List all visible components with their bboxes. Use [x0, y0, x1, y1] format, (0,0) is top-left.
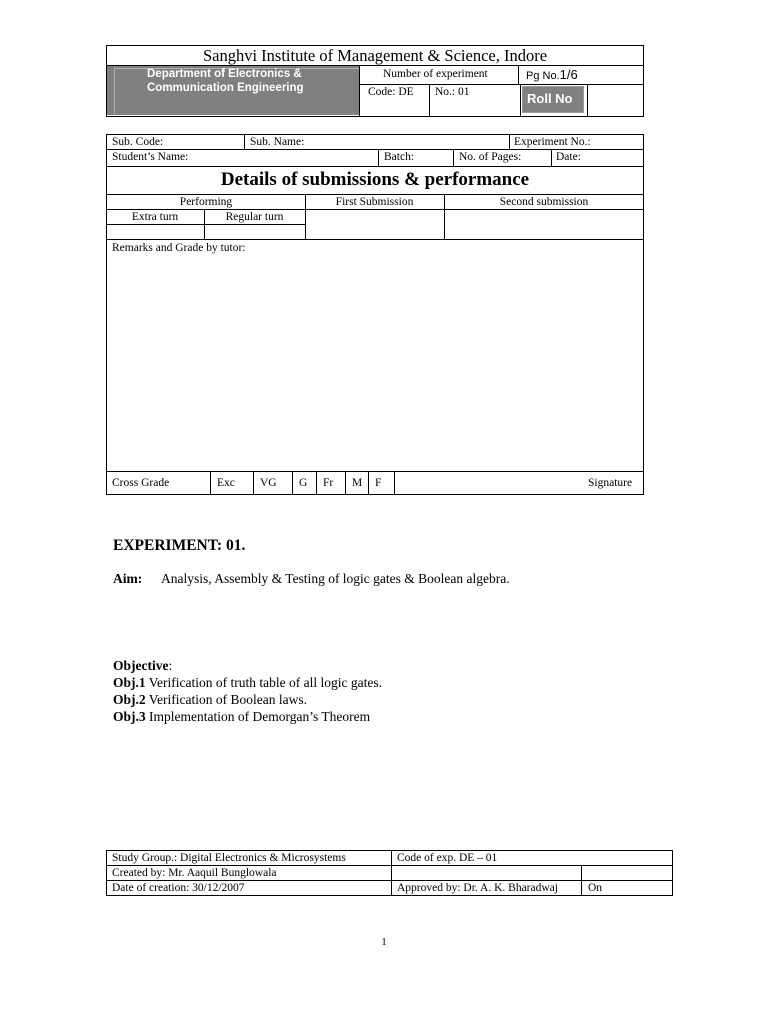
- grade-vline-1: [253, 471, 254, 495]
- grade-vline-2: [292, 471, 293, 495]
- number-of-experiment-label: Number of experiment: [383, 68, 488, 80]
- remarks-label: Remarks and Grade by tutor:: [112, 242, 246, 254]
- objective-2: [113, 691, 307, 708]
- form-line-7: [106, 471, 644, 472]
- form-vline-r2c: [551, 149, 552, 166]
- department-line-1: Department of Electronics &: [147, 68, 302, 80]
- grade-exc: Exc: [217, 477, 235, 489]
- grade-vline-6: [394, 471, 395, 495]
- roll-no-label: Roll No: [527, 91, 573, 106]
- header-vline-no: [429, 84, 430, 117]
- form-line-6: [106, 239, 644, 240]
- form-vline-r1b: [509, 134, 510, 149]
- department-line-2: Communication Engineering: [147, 82, 304, 94]
- footer-vline-on: [581, 865, 582, 896]
- approved-by: Approved by: Dr. A. K. Bharadwaj: [397, 882, 558, 894]
- objective-3: [113, 708, 370, 725]
- objective-2-label: Obj.2: [113, 692, 146, 707]
- first-submission-label: First Submission: [335, 196, 414, 208]
- objective-colon: :: [168, 658, 173, 673]
- experiment-heading: EXPERIMENT: 01.: [113, 537, 246, 554]
- objective-1-text: Verification of truth table of all logic gates.: [145, 675, 382, 690]
- header-vline-roll: [520, 84, 521, 117]
- grade-f: F: [375, 477, 382, 489]
- pg-no-value: 1/6: [559, 67, 578, 82]
- submissions-title: Details of submissions & performance: [220, 169, 530, 190]
- extra-turn-label: Extra turn: [131, 211, 179, 223]
- created-by: Created by: Mr. Aaquil Bunglowala: [112, 867, 277, 879]
- no-of-pages-label: No. of Pages:: [459, 151, 522, 163]
- grade-vline-3: [316, 471, 317, 495]
- on-label: On: [588, 882, 603, 894]
- form-line-5: [106, 224, 305, 225]
- objective-3-text: Implementation of Demorgan’s Theorem: [145, 709, 371, 724]
- grade-vline-0: [210, 471, 211, 495]
- second-submission-label: Second submission: [499, 196, 589, 208]
- header-vline-code: [359, 65, 360, 117]
- date-of-creation: Date of creation: 30/12/2007: [112, 882, 245, 894]
- objective-2-text: Verification of Boolean laws.: [145, 692, 307, 707]
- grade-vline-4: [345, 471, 346, 495]
- grade-fr: Fr: [323, 477, 334, 489]
- form-vline-r2b: [453, 149, 454, 166]
- cross-grade-label: Cross Grade: [112, 477, 170, 489]
- department-block: [107, 66, 360, 115]
- form-vline-r1a: [244, 134, 245, 149]
- code-of-exp: Code of exp. DE – 01: [397, 852, 498, 864]
- objective-label: Objective: [113, 658, 169, 673]
- roll-no-box: [522, 86, 584, 113]
- header-vline-roll-right: [587, 84, 588, 117]
- form-vline-r2a: [378, 149, 379, 166]
- objective-heading: [113, 657, 172, 674]
- sub-code-label: Sub. Code:: [112, 136, 164, 148]
- institute-title: Sanghvi Institute of Management & Science, Indore: [202, 46, 548, 65]
- aim-text: Analysis, Assembly & Testing of logic gates & Boolean algebra.: [161, 571, 510, 586]
- pg-no-label: Pg No.: [526, 70, 560, 82]
- header-vline-pg: [518, 65, 519, 85]
- regular-turn-label: Regular turn: [225, 211, 284, 223]
- batch-label: Batch:: [384, 151, 415, 163]
- sub-name-label: Sub. Name:: [250, 136, 305, 148]
- objective-1-label: Obj.1: [113, 675, 146, 690]
- grade-vg: VG: [260, 477, 277, 489]
- code-label: Code: DE: [368, 86, 414, 98]
- performing-label: Performing: [179, 196, 233, 208]
- objective-3-label: Obj.3: [113, 709, 146, 724]
- aim-label: Aim:: [113, 571, 143, 586]
- page-number-label: [526, 68, 578, 83]
- signature-label: Signature: [588, 477, 633, 489]
- students-name-label: Student’s Name:: [112, 151, 189, 163]
- grade-g: G: [299, 477, 308, 489]
- form-line-2: [106, 166, 644, 167]
- grade-m: M: [352, 477, 363, 489]
- page-number: 1: [381, 936, 387, 948]
- objective-1: [113, 674, 382, 691]
- footer-vline-main: [391, 850, 392, 896]
- grade-vline-5: [368, 471, 369, 495]
- no-label: No.: 01: [435, 86, 470, 98]
- date-label: Date:: [556, 151, 581, 163]
- study-group: Study Group.: Digital Electronics & Microsystems: [112, 852, 346, 864]
- experiment-no-label: Experiment No.:: [514, 136, 591, 148]
